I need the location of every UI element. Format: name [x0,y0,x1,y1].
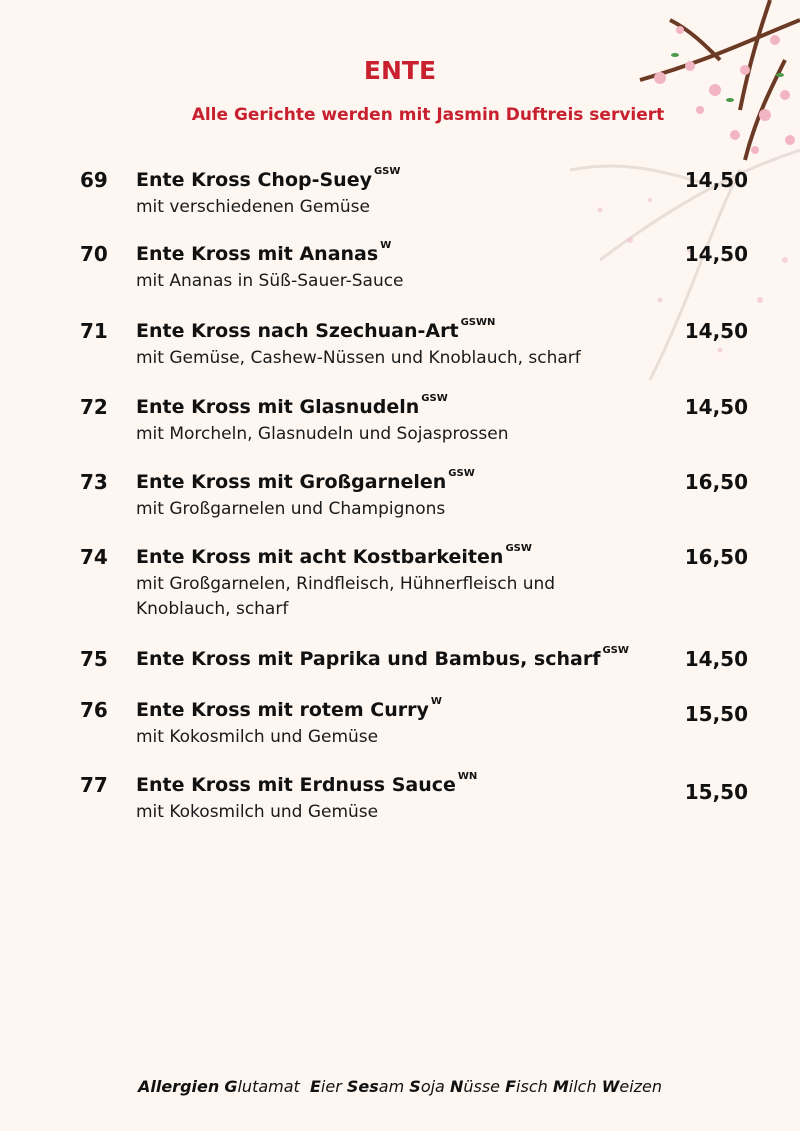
item-name: Ente Kross mit Erdnuss Sauce $^{WN}$ [136,770,478,796]
allergen-entry: Milch [552,1077,597,1096]
item-name: Ente Kross mit rotem Curry $^W$ [136,695,442,721]
item-number: 71 [80,319,108,343]
allergen-entry: Weizen [601,1077,663,1096]
item-number: 72 [80,395,108,419]
allergen-code: GSWN [460,316,496,328]
item-name: Ente Kross mit Glasnudeln $^{GSW}$ [136,392,448,418]
item-number: 70 [80,242,108,266]
item-name: Ente Kross mit Ananas $^W$ [136,239,392,265]
allergen-entry: Eier [309,1077,342,1096]
allergen-code: GSW [373,165,401,177]
allergen-code: W [430,695,442,707]
item-price: 14,50 [684,319,748,343]
item-price: 15,50 [684,780,748,804]
page-subtitle: Alle Gerichte werden mit Jasmin Duftreis serviert [191,105,665,125]
allergen-code: WN [457,770,478,782]
item-name: Ente Kross Chop-Suey $^{GSW}$ [136,165,401,191]
item-number: 75 [80,647,108,671]
item-number: 74 [80,545,108,569]
item-description: mit Großgarnelen, Rindfleisch, Hühnerfleisch und Knoblauch, scharf [136,574,556,619]
item-description: mit Kokosmilch und Gemüse [136,802,379,822]
item-number: 77 [80,773,108,797]
allergen-entry: Glutamat [224,1077,300,1096]
item-price: 16,50 [684,470,748,494]
allergen-entry: Fisch [505,1077,548,1096]
allergen-legend [0,1077,800,1096]
item-price: 14,50 [684,395,748,419]
item-number: 76 [80,698,108,722]
item-name: Ente Kross mit acht Kostbarkeiten $^{GSW}$ [136,542,532,568]
item-number: 73 [80,470,108,494]
allergen-code: GSW [505,542,532,554]
allergen-legend-label: Allergien [137,1077,220,1096]
item-price: 14,50 [684,168,748,192]
allergen-code: GSW [602,644,629,656]
item-description: mit Gemüse, Cashew-Nüssen und Knoblauch, scharf [136,348,581,368]
item-price: 14,50 [684,647,748,671]
allergen-code: W [380,239,392,251]
item-name: Ente Kross mit Großgarnelen $^{GSW}$ [136,467,475,493]
allergen-entry: Nüsse [449,1077,500,1096]
item-description: mit Großgarnelen und Champignons [136,499,446,519]
allergen-code: GSW [421,392,448,404]
item-name: Ente Kross nach Szechuan-Art $^{GSWN}$ [136,316,496,342]
item-description: mit verschiedenen Gemüse [136,197,370,217]
item-number: 69 [80,168,108,192]
allergen-entry: Soja [409,1077,445,1096]
item-price: 16,50 [684,545,748,569]
item-description: mit Ananas in Süß-Sauer-Sauce [136,271,404,291]
item-price: 14,50 [684,242,748,266]
item-price: 15,50 [684,702,748,726]
allergen-code: GSW [448,467,475,479]
page-title: ENTE [363,56,437,85]
item-description: mit Morcheln, Glasnudeln und Sojasprossen [136,424,509,444]
allergen-entry: Sesam [346,1077,405,1096]
item-name: Ente Kross mit Paprika und Bambus, scharf $^{GSW}$ [136,644,629,670]
item-description: mit Kokosmilch und Gemüse [136,727,379,747]
